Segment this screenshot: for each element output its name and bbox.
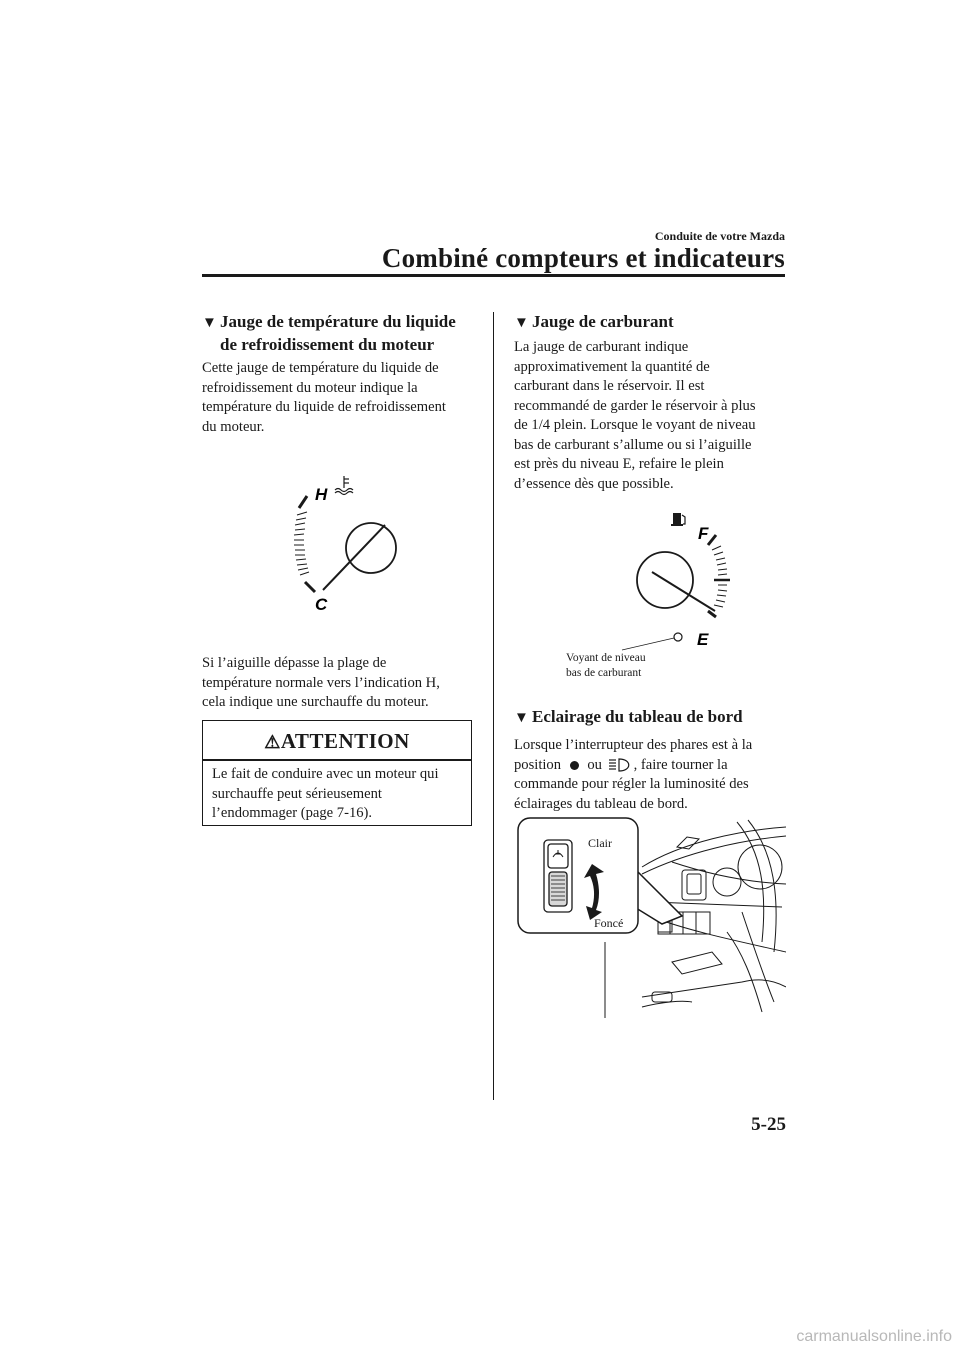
temperature-gauge-illustration	[275, 470, 425, 620]
text-fragment: position	[514, 756, 562, 773]
text-line: approximativement la quantité de	[514, 358, 710, 375]
attention-title-text: ATTENTION	[280, 729, 410, 753]
text-line: Cette jauge de température du liquide de	[202, 360, 439, 376]
label-fonce: Foncé	[594, 916, 624, 930]
text-line: de 1/4 plein. Lorsque le voyant de niveau	[514, 417, 756, 433]
column-divider	[493, 312, 494, 1100]
text-line: surchauffe peut sérieusement	[212, 785, 382, 802]
section-subtitle: Conduite de votre Mazda	[654, 229, 785, 243]
fuel-pump-icon	[671, 513, 685, 526]
text-line-with-icons	[514, 756, 794, 776]
text-line: La jauge de carburant indique	[514, 339, 689, 355]
text-line: du moteur.	[202, 418, 265, 435]
warning-triangle-icon: ⚠	[264, 732, 281, 752]
heading-dash-illumination	[514, 706, 784, 729]
coolant-intro-paragraph	[202, 359, 492, 437]
heading-fuel-gauge	[514, 311, 784, 334]
gauge-label-c: C	[315, 595, 328, 614]
dashboard-dimmer-illustration	[512, 812, 786, 1018]
text-line: cela indique une surchauffe du moteur.	[202, 694, 429, 710]
attention-body	[212, 765, 464, 824]
attention-box	[202, 720, 472, 826]
gauge-label-h: H	[315, 485, 328, 504]
gauge-label-f: F	[698, 524, 709, 543]
text-fragment: , faire tourner la	[633, 756, 728, 773]
text-line: d’essence dès que possible.	[514, 475, 674, 492]
text-line: éclairages du tableau de bord.	[514, 795, 688, 812]
text-line: l’endommager (page 7-16).	[212, 805, 373, 821]
text-line: Si l’aiguille dépasse la plage de	[202, 655, 387, 671]
triangle-bullet-icon: ▼	[514, 710, 529, 726]
coolant-temperature-icon	[335, 476, 353, 495]
text-line: Le fait de conduire avec un moteur qui	[212, 766, 439, 782]
parking-light-icon	[570, 761, 579, 770]
page-title: Combiné compteurs et indicateurs	[381, 243, 785, 273]
heading-coolant-gauge	[202, 311, 482, 356]
heading-coolant-line2: de refroidissement du moteur	[220, 335, 435, 354]
fuel-paragraph	[514, 338, 789, 494]
text-line: commande pour régler la luminosité des	[514, 776, 749, 792]
low-fuel-caption	[566, 651, 646, 681]
triangle-bullet-icon: ▼	[202, 315, 217, 331]
text-line: température normale vers l’indication H,	[202, 674, 440, 691]
text-fragment: ou	[587, 756, 602, 773]
attention-title	[203, 729, 471, 754]
triangle-bullet-icon: ▼	[514, 315, 529, 331]
text-line: bas de carburant s’allume ou si l’aiguille	[514, 436, 752, 453]
headlight-icon	[608, 758, 632, 772]
text-line: refroidissement du moteur indique la	[202, 379, 418, 396]
fuel-gauge-illustration	[540, 505, 740, 655]
gauge-label-e: E	[697, 630, 709, 649]
heading-coolant-line1: Jauge de température du liquide	[220, 312, 456, 331]
attention-rule	[203, 759, 471, 761]
text-line: carburant dans le réservoir. Il est	[514, 378, 705, 394]
text-line: est près du niveau E, refaire le plein	[514, 456, 724, 472]
text-line: Lorsque l’interrupteur des phares est à la	[514, 737, 753, 753]
text-line: température du liquide de refroidissement	[202, 399, 446, 415]
header-rule	[202, 274, 785, 277]
coolant-warning-paragraph	[202, 654, 492, 713]
callout-connector	[636, 870, 682, 924]
caption-line: Voyant de niveau	[566, 652, 646, 664]
caption-line: bas de carburant	[566, 667, 642, 679]
text-line: recommandé de garder le réservoir à plus	[514, 397, 756, 414]
heading-fuel-text: Jauge de carburant	[532, 312, 674, 331]
watermark: carmanualsonline.info	[796, 1328, 952, 1345]
label-clair: Clair	[588, 836, 612, 850]
dash-paragraph	[514, 736, 794, 814]
heading-dash-text: Eclairage du tableau de bord	[532, 707, 743, 726]
page-number: 5-25	[751, 1114, 786, 1135]
